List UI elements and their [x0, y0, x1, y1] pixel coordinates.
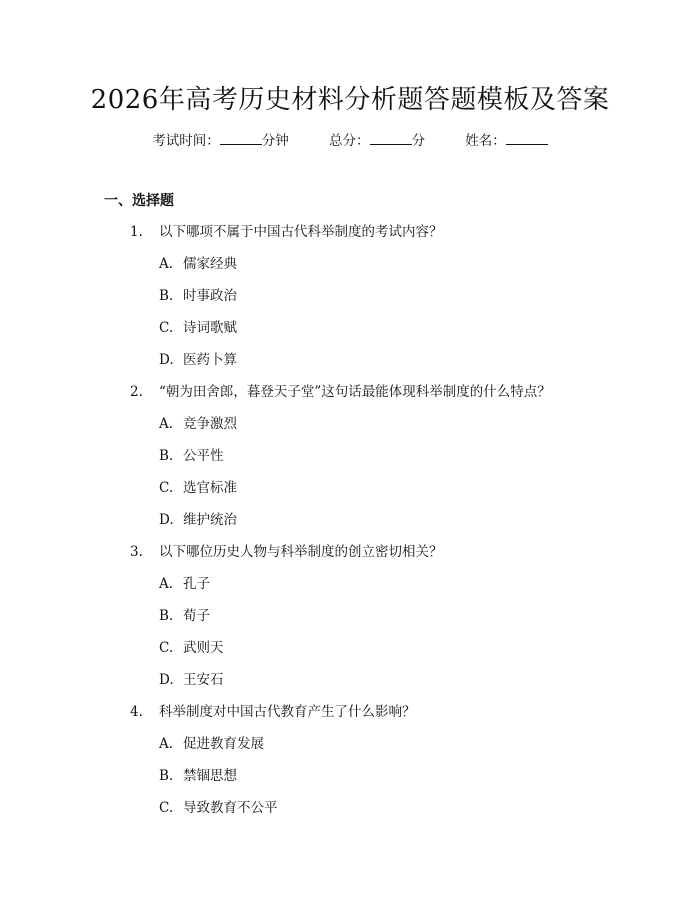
option-letter: C.: [159, 320, 174, 336]
option-text: 诗词歌赋: [183, 320, 237, 336]
option-text: 儒家经典: [183, 256, 237, 272]
exam-time-label: 考试时间：: [152, 133, 220, 149]
option-text: 禁锢思想: [183, 768, 237, 784]
total-score-blank: [370, 130, 412, 145]
exam-time-unit: 分钟: [261, 133, 289, 149]
option-letter: A.: [159, 576, 174, 592]
option-letter: D.: [159, 512, 174, 528]
option-letter: A.: [159, 416, 174, 432]
question-text: 以下哪项不属于中国古代科举制度的考试内容？: [159, 224, 443, 240]
name-blank: [506, 130, 548, 145]
option-text: 竞争激烈: [183, 416, 237, 432]
question-text: “朝为田舍郎，暮登天子堂”这句话最能体现科举制度的什么特点？: [159, 384, 551, 400]
option-letter: C.: [159, 800, 174, 816]
option-text: 促进教育发展: [183, 736, 264, 752]
total-score-unit: 分: [411, 133, 425, 149]
question-number: 1.: [130, 224, 143, 240]
option-text: 武则天: [183, 640, 224, 656]
option-letter: B.: [159, 608, 174, 624]
option-text: 维护统治: [183, 512, 237, 528]
option-text: 荀子: [183, 608, 210, 624]
option-letter: C.: [159, 480, 174, 496]
question-number: 3.: [130, 544, 143, 560]
question-number: 2.: [130, 384, 143, 400]
option-text: 孔子: [183, 576, 210, 592]
question-text: 科举制度对中国古代教育产生了什么影响？: [159, 704, 416, 720]
option-letter: D.: [159, 672, 174, 688]
total-score-field: [329, 133, 425, 149]
option-letter: D.: [159, 352, 174, 368]
option-text: 选官标准: [183, 480, 237, 496]
option-letter: B.: [159, 448, 174, 464]
option-letter: B.: [159, 768, 174, 784]
option-text: 导致教育不公平: [183, 800, 278, 816]
option-letter: A.: [159, 256, 174, 272]
option-text: 公平性: [183, 448, 224, 464]
name-label: 姓名：: [465, 133, 506, 149]
exam-time-field: [152, 133, 289, 149]
name-field: [465, 133, 548, 149]
page-title: 2026年高考历史材料分析题答题模板及答案: [90, 85, 610, 115]
exam-meta: [0, 130, 700, 152]
question-text: 以下哪位历史人物与科举制度的创立密切相关？: [159, 544, 443, 560]
total-score-label: 总分：: [329, 133, 370, 149]
question-number: 4.: [130, 704, 143, 720]
option-letter: B.: [159, 288, 174, 304]
section-heading: 一、选择题: [104, 193, 174, 209]
exam-time-blank: [220, 130, 262, 145]
option-letter: A.: [159, 736, 174, 752]
option-letter: C.: [159, 640, 174, 656]
option-text: 时事政治: [183, 288, 237, 304]
option-text: 医药卜算: [183, 352, 237, 368]
option-text: 王安石: [183, 672, 224, 688]
